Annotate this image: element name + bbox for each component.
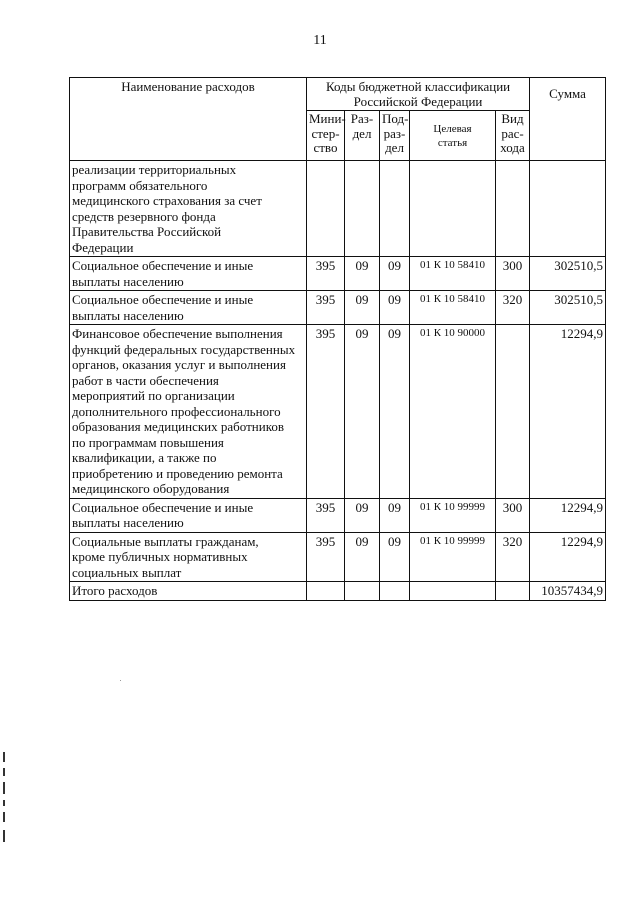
row-target: 01 К 10 90000 bbox=[410, 325, 496, 499]
header-sum: Сумма bbox=[530, 78, 606, 161]
budget-table bbox=[69, 77, 606, 601]
row-name: Социальное обеспечение и иные выплаты населению bbox=[70, 257, 307, 291]
table-row bbox=[70, 291, 606, 325]
row-subsection: 09 bbox=[380, 498, 410, 532]
row-expense-type bbox=[496, 325, 530, 499]
row-subsection: 09 bbox=[380, 291, 410, 325]
page-number: 11 bbox=[313, 33, 327, 48]
row-subsection: 09 bbox=[380, 257, 410, 291]
header-target: Целевая статья bbox=[410, 111, 496, 161]
row-target: 01 К 10 99999 bbox=[410, 498, 496, 532]
row-ministry: 395 bbox=[307, 325, 345, 499]
table-row bbox=[70, 498, 606, 532]
header-codes-group: Коды бюджетной классификации Российской Федерации bbox=[307, 78, 530, 111]
row-sum bbox=[530, 161, 606, 257]
row-subsection bbox=[380, 161, 410, 257]
row-name: Итого расходов bbox=[70, 582, 307, 601]
row-name: Социальные выплаты гражданам, кроме публичных нормативных социальных выплат bbox=[70, 532, 307, 582]
row-target: 01 К 10 58410 bbox=[410, 291, 496, 325]
row-section bbox=[345, 161, 380, 257]
row-target: 01 К 10 99999 bbox=[410, 532, 496, 582]
row-ministry: 395 bbox=[307, 532, 345, 582]
scan-dot bbox=[120, 680, 121, 681]
row-name: Социальное обеспечение и иные выплаты населению bbox=[70, 498, 307, 532]
row-ministry: 395 bbox=[307, 257, 345, 291]
row-sum: 12294,9 bbox=[530, 498, 606, 532]
row-expense-type bbox=[496, 161, 530, 257]
row-expense-type: 300 bbox=[496, 257, 530, 291]
row-sum-total: 10357434,9 bbox=[530, 582, 606, 601]
row-sum: 302510,5 bbox=[530, 257, 606, 291]
row-ministry: 395 bbox=[307, 291, 345, 325]
row-subsection: 09 bbox=[380, 532, 410, 582]
row-target: 01 К 10 58410 bbox=[410, 257, 496, 291]
row-expense-type: 320 bbox=[496, 291, 530, 325]
row-name: Финансовое обеспечение выполнения функций федеральных государственных органов, оказания услуг и выполнения работ в части обеспечения мероприятий по организации дополнительного профессионального образования медицинских работников по программам повышения квалификации, а также по приобретению и проведению ремонта медицинского оборудования bbox=[70, 325, 307, 499]
header-ministry: Мини- стер- ство bbox=[307, 111, 345, 161]
table-row bbox=[70, 532, 606, 582]
binding-marks bbox=[3, 752, 5, 844]
row-sum: 12294,9 bbox=[530, 325, 606, 499]
row-section: 09 bbox=[345, 257, 380, 291]
row-section: 09 bbox=[345, 532, 380, 582]
row-target bbox=[410, 582, 496, 601]
row-name: реализации территориальных программ обязательного медицинского страхования за счет средств резервного фонда Правительства Российской Федерации bbox=[70, 161, 307, 257]
row-expense-type: 300 bbox=[496, 498, 530, 532]
row-section: 09 bbox=[345, 325, 380, 499]
row-target bbox=[410, 161, 496, 257]
row-expense-type bbox=[496, 582, 530, 601]
row-ministry bbox=[307, 582, 345, 601]
row-subsection bbox=[380, 582, 410, 601]
row-section: 09 bbox=[345, 291, 380, 325]
row-sum: 302510,5 bbox=[530, 291, 606, 325]
row-name: Социальное обеспечение и иные выплаты населению bbox=[70, 291, 307, 325]
header-section: Раз- дел bbox=[345, 111, 380, 161]
table-row-total bbox=[70, 582, 606, 601]
row-sum: 12294,9 bbox=[530, 532, 606, 582]
row-section bbox=[345, 582, 380, 601]
row-expense-type: 320 bbox=[496, 532, 530, 582]
table-row bbox=[70, 325, 606, 499]
row-section: 09 bbox=[345, 498, 380, 532]
header-name: Наименование расходов bbox=[70, 78, 307, 161]
header-expense-type: Вид рас- хода bbox=[496, 111, 530, 161]
row-ministry: 395 bbox=[307, 498, 345, 532]
header-subsection: Под- раз- дел bbox=[380, 111, 410, 161]
row-ministry bbox=[307, 161, 345, 257]
table-row bbox=[70, 257, 606, 291]
row-subsection: 09 bbox=[380, 325, 410, 499]
table-row bbox=[70, 161, 606, 257]
